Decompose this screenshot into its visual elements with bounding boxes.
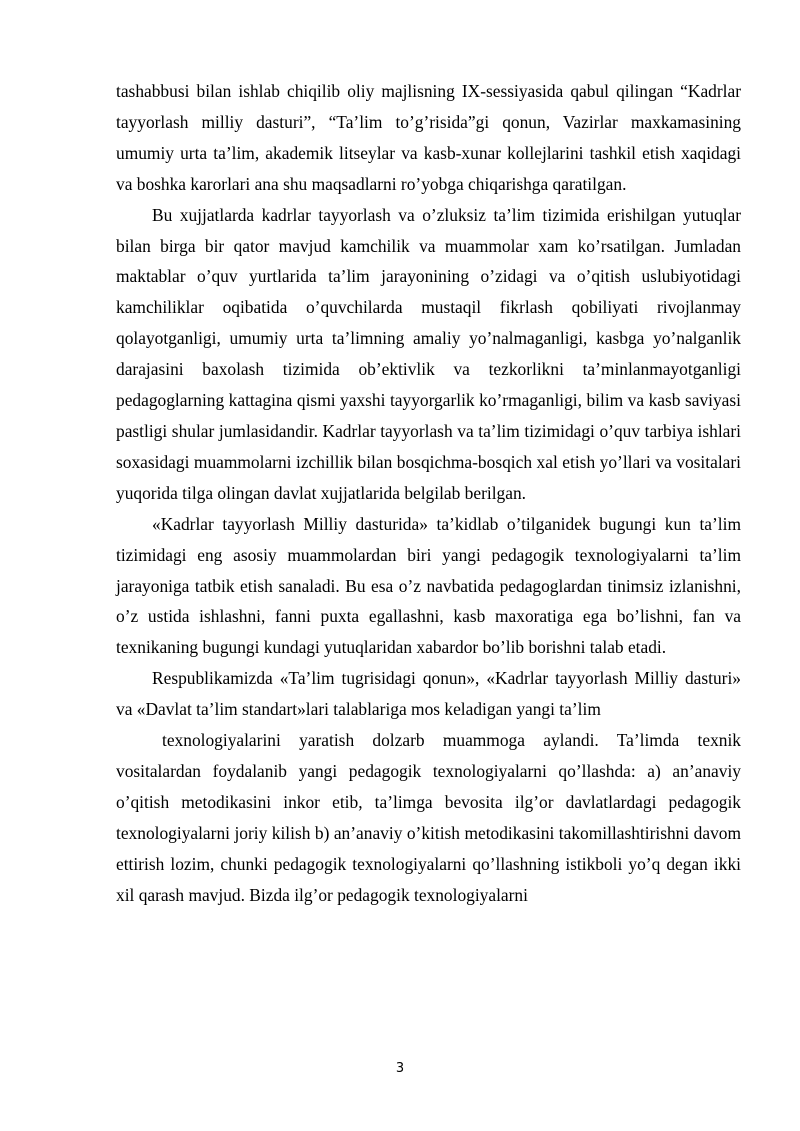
document-page: [116, 76, 741, 910]
page-number: 3: [395, 1061, 405, 1076]
paragraph-republic-laws: Respublikamizda «Ta’lim tugrisidagi qonun», «Kadrlar tayyorlash Milliy dasturi» va «Davlat ta’lim standart»lari talablariga mos keladigan yangi ta’lim: [116, 668, 741, 720]
paragraph-continuation: tashabbusi bilan ishlab chiqilib oliy majlisning IX-sessiyasida qabul qilingan “Kadrlar tayyorlash milliy dasturi”, “Ta’lim to’g’risida”gi qonun, Vazirlar maxkamasining umumiy urta ta’lim, akademik litseylar va kasb-xunar kollejlarini tashkil etish xaqidagi va boshka karorlari ana shu maqsadlarni ro’yobga chiqarishga qaratilgan.: [116, 81, 741, 194]
paragraph-documents-shortcomings: Bu xujjatlarda kadrlar tayyorlash va o’zluksiz ta’lim tizimida erishilgan yutuqlar bilan birga bir qator mavjud kamchilik va muammolar xam ko’rsatilgan. Jumladan maktablar o’quv yurtlarida ta’lim jarayonining o’zidagi va o’qitish uslubiyotidagi kamchiliklar oqibatida o’quvchilarda mustaqil fikrlash qobiliyati rivojlanmay qolayotganligi, umumiy urta ta’limning amaliy yo’nalmaganligi, kasbga yo’nalganlik darajasini baxolash tizimida ob’ektivlik va tezkorlikni ta’minlanmayotganligi pedagoglarning kattagina qismi yaxshi tayyorgarlik ko’rmaganligi, bilim va kasb saviyasi pastligi shular jumlasidandir. Kadrlar tayyorlash va ta’lim tizimidagi o’quv tarbiya ishlari soxasidagi muammolarni izchillik bilan bosqichma-bosqich xal etish yo’llari va vositalari yuqorida tilga olingan davlat xujjatlarida belgilab berilgan.: [116, 204, 741, 503]
paragraph-technologies: texnologiyalarini yaratish dolzarb muammoga aylandi. Ta’limda texnik vositalardan foydalanib yangi pedagogik texnologiyalarni qo’llashda: a) an’anaviy o’qitish metodikasini inkor etib, ta’limga bevosita ilg’or davlatlardagi pedagogik texnologiyalarni joriy kilish b) an’anaviy o’kitish metodikasini takomillashtirishni davom ettirish lozim, chunki pedagogik texnologiyalarni qo’llashning istikboli yo’q degan ikki xil qarash mavjud. Bizda ilg’or pedagogik texnologiyalarni: [116, 730, 741, 905]
paragraph-national-program: «Kadrlar tayyorlash Milliy dasturida» ta’kidlab o’tilganidek bugungi kun ta’lim tizimidagi eng asosiy muammolardan biri yangi pedagogik texnologiyalarni ta’lim jarayoniga tatbik etish sanaladi. Bu esa o’z navbatida pedagoglardan tinimsiz izlanishni, o’z ustida ishlashni, fanni puxta egallashni, kasb maxoratiga ega bo’lishni, fan va texnikaning bugungi kundagi yutuqlaridan xabardor bo’lib borishni talab etadi.: [116, 513, 741, 658]
